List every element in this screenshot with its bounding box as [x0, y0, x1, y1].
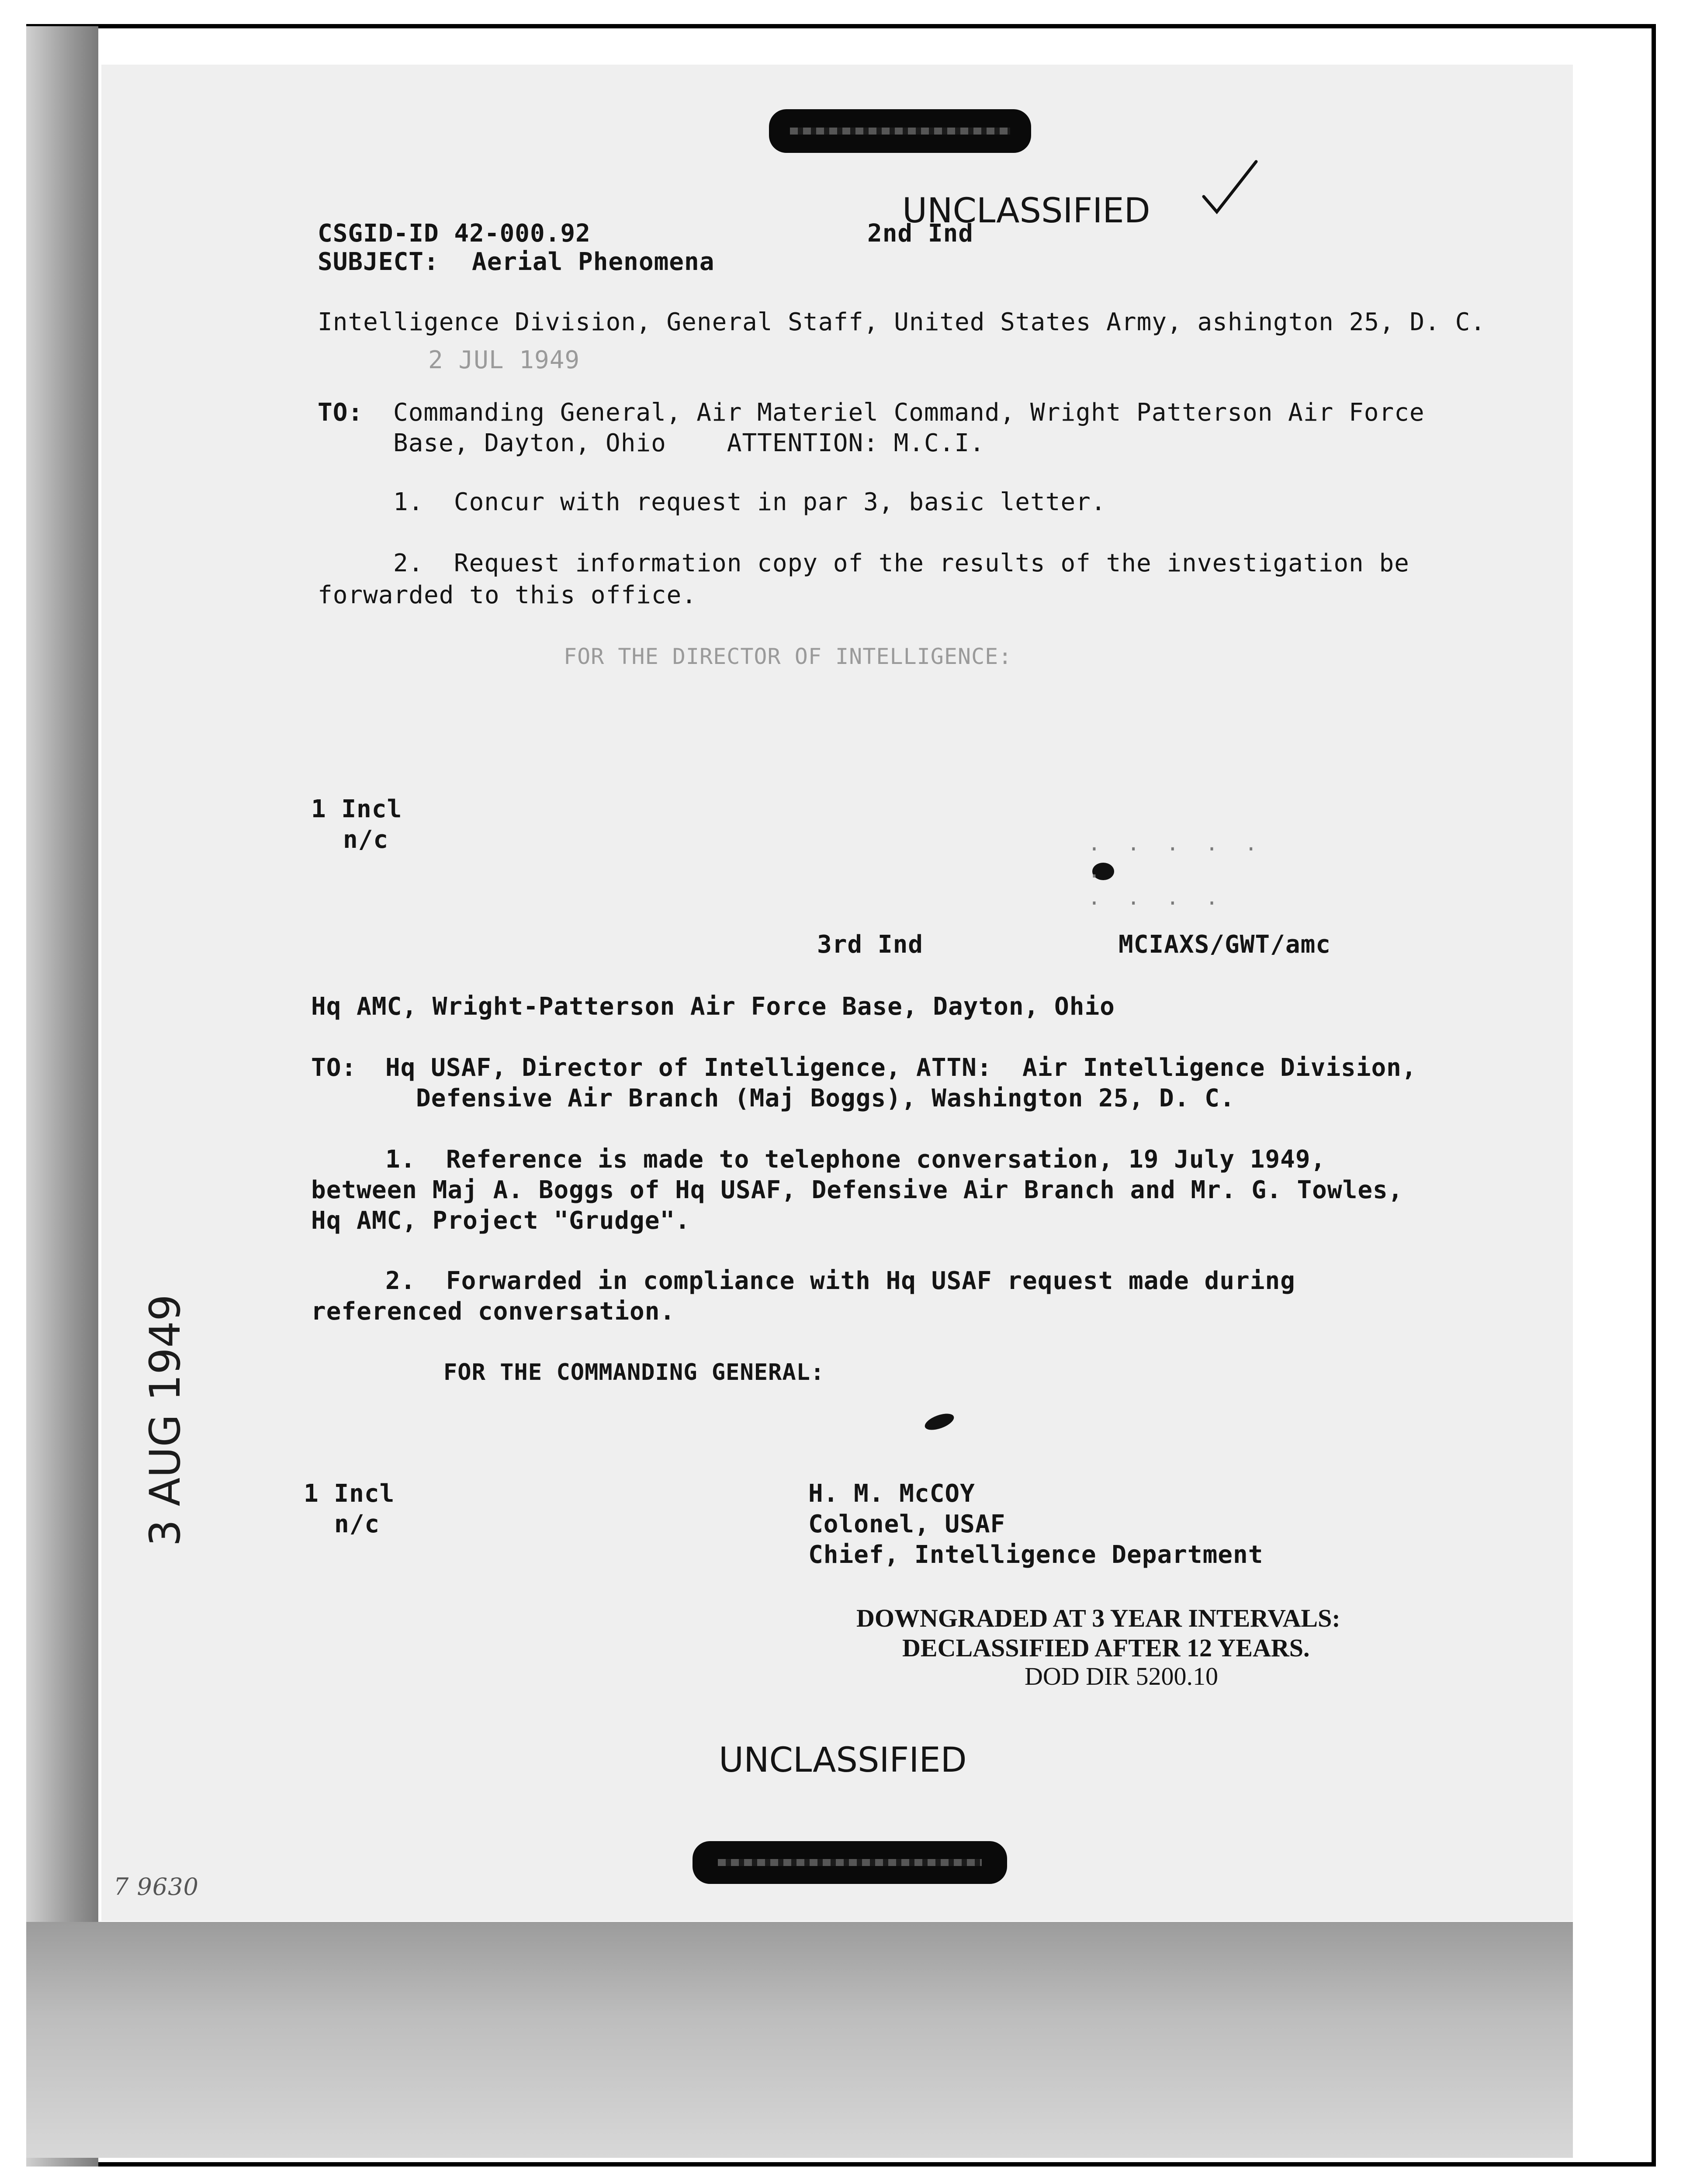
second-ind-to-label: TO: — [318, 398, 364, 427]
third-ind-to-label: TO: — [311, 1054, 357, 1082]
downgrade-line2: DECLASSIFIED AFTER 12 YEARS. — [902, 1634, 1310, 1662]
signer-title: Chief, Intelligence Department — [808, 1541, 1264, 1569]
second-ind-para1: 1. Concur with request in par 3, basic letter. — [393, 488, 1106, 516]
downgrade-line3: DOD DIR 5200.10 — [1025, 1662, 1219, 1690]
second-ind-incl-line1: 1 Incl — [311, 795, 402, 823]
second-ind-to-line2: Base, Dayton, Ohio ATTENTION: M.C.I. — [393, 429, 985, 457]
film-border-right — [1652, 24, 1656, 2167]
second-indorsement-label: 2nd Ind — [867, 219, 974, 248]
third-ind-para2-line2: referenced conversation. — [311, 1297, 675, 1326]
redaction-bottom — [693, 1841, 1007, 1884]
third-ind-incl-line1: 1 Incl — [304, 1479, 395, 1508]
signer-name: H. M. McCOY — [808, 1479, 975, 1508]
third-ind-to-line2: Defensive Air Branch (Maj Boggs), Washington 25, D. C. — [416, 1084, 1235, 1113]
received-date-stamp: 3 AUG 1949 — [141, 1294, 190, 1546]
third-ind-para1-line3: Hq AMC, Project "Grudge". — [311, 1206, 690, 1235]
second-ind-para2-line1: 2. Request information copy of the results of the investigation be — [393, 549, 1409, 577]
film-border-top — [26, 24, 1656, 28]
faded-signature-lines: . . . . . . . . . . — [1088, 831, 1258, 910]
third-ind-reference: MCIAXS/GWT/amc — [1119, 930, 1331, 959]
third-ind-para1-line2: between Maj A. Boggs of Hq USAF, Defensive Air Branch and Mr. G. Towles, — [311, 1176, 1403, 1204]
classification-top: UNCLASSIFIED — [902, 191, 1150, 231]
third-ind-para1-line1: 1. Reference is made to telephone conversation, 19 July 1949, — [385, 1145, 1326, 1174]
page-edge-shadow — [26, 26, 98, 2167]
checkmark-icon — [1199, 157, 1261, 218]
downgrade-line1: DOWNGRADED AT 3 YEAR INTERVALS: — [856, 1604, 1340, 1632]
faint-signature-block: FOR THE DIRECTOR OF INTELLIGENCE: — [564, 644, 1012, 669]
third-indorsement-label: 3rd Ind — [817, 930, 924, 959]
subject: Aerial Phenomena — [472, 248, 715, 276]
second-ind-incl-line2: n/c — [343, 826, 389, 854]
subject-label: SUBJECT: — [318, 248, 439, 276]
third-ind-from: Hq AMC, Wright-Patterson Air Force Base, Dayton, Ohio — [311, 992, 1115, 1021]
third-ind-to-line1: Hq USAF, Director of Intelligence, ATTN: Air Intelligence Division, — [385, 1054, 1417, 1082]
third-ind-para2-line1: 2. Forwarded in compliance with Hq USAF request made during — [385, 1267, 1295, 1295]
classification-bottom: UNCLASSIFIED — [719, 1741, 967, 1780]
signer-rank: Colonel, USAF — [808, 1510, 1006, 1538]
page-bottom-margin — [26, 1922, 1573, 2158]
second-ind-para2-line2: forwarded to this office. — [318, 581, 697, 609]
redaction-top — [769, 109, 1031, 153]
date-stamp: 2 JUL 1949 — [428, 346, 580, 374]
second-ind-from: Intelligence Division, General Staff, United States Army, ashington 25, D. C. — [318, 308, 1486, 336]
handwritten-note: 7 9630 — [114, 1873, 199, 1901]
second-ind-to-line1: Commanding General, Air Materiel Command, Wright Patterson Air Force — [393, 398, 1425, 427]
third-ind-incl-line2: n/c — [334, 1510, 380, 1538]
film-border-bottom — [26, 2162, 1656, 2167]
signature-intro: FOR THE COMMANDING GENERAL: — [443, 1359, 825, 1386]
file-number: CSGID-ID 42-000.92 — [318, 219, 591, 248]
